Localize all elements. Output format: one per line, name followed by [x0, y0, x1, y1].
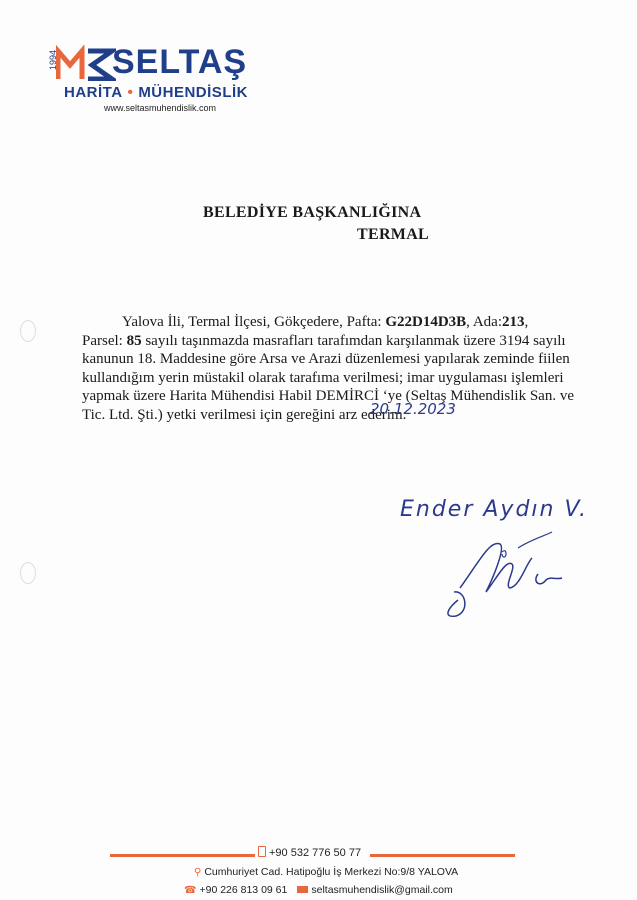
parsel-label: Parsel:: [82, 332, 127, 349]
footer-address: [194, 866, 458, 878]
body-line-5: yapmak üzere Harita Mühendisi Habil DEMİRCİ ‘ye (Seltaş Mühendislik San. ve: [82, 388, 574, 404]
line-1-end: ,: [524, 314, 529, 330]
footer-landline: +90 226 813 09 61: [199, 884, 288, 896]
mobile-phone-icon: [258, 846, 266, 857]
logo-website: www.seltasmuhendislik.com: [104, 103, 217, 113]
footer-address-text: Cumhuriyet Cad. Hatipoğlu İş Merkezi No:9/8 YALOVA: [204, 866, 459, 878]
handwritten-signer-name: Ender Aydın V.: [400, 497, 588, 522]
ada-label: , Ada:: [466, 314, 503, 330]
pafta-value: G22D14D3B: [385, 314, 467, 330]
body-line-2-rest: sayılı taşınmazda masrafları tarafımdan karşılanmak üzere 3194 sayılı: [141, 332, 566, 349]
ada-value: 213: [502, 314, 525, 330]
logo-subtitle: [64, 84, 248, 101]
body-line-1-text: Yalova İli, Termal İlçesi, Gökçedere, Pafta:: [122, 314, 386, 330]
signature-icon: [440, 530, 580, 620]
footer-email: seltasmuhendislik@gmail.com: [311, 884, 453, 896]
body-line-3: kanunun 18. Maddesine göre Arsa ve Arazi düzenlemesi yapılarak zeminde fiilen: [82, 351, 570, 367]
body-line-4: kullandığım yerin müstakil olarak tarafıma verilmesi; imar uygulaması işlemleri: [82, 369, 564, 386]
footer-contact: [184, 884, 453, 896]
location-pin-icon: ⚲: [194, 867, 202, 878]
logo-brand: SELTAŞ: [112, 43, 248, 81]
parsel-value: 85: [126, 332, 142, 349]
body-line-1: [82, 313, 562, 332]
logo-year: 1994: [48, 49, 58, 70]
logo-sub-right: MÜHENDİSLİK: [138, 84, 248, 101]
logo-sub-dot: •: [127, 84, 134, 101]
footer-phone-text: +90 532 776 50 77: [269, 847, 362, 859]
letter-body: [82, 313, 574, 424]
telephone-icon: ☎: [184, 885, 197, 896]
mail-icon: [297, 886, 308, 893]
footer-rule-right: [370, 854, 515, 857]
handwritten-date: 20.12.2023: [370, 400, 456, 418]
footer-phone: [258, 846, 361, 859]
body-line-2: [82, 332, 566, 351]
body-line-6: Tic. Ltd. Şti.) yetki verilmesi için gereğini arz ederim.: [82, 406, 407, 423]
footer-rule-left: [110, 854, 255, 857]
logo-sub-left: HARİTA: [64, 84, 123, 101]
punch-hole: [20, 562, 36, 584]
punch-hole: [20, 320, 36, 342]
heading-line-2: TERMAL: [357, 226, 430, 243]
logo-mark-icon: [56, 45, 116, 81]
company-logo: [48, 40, 268, 120]
heading-line-1: BELEDİYE BAŞKANLIĞINA: [203, 204, 422, 221]
